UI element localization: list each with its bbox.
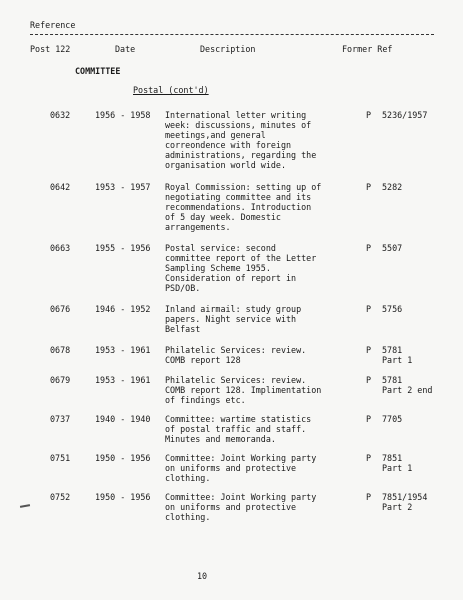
entry-flag: P <box>366 414 372 424</box>
column-description: Description <box>200 44 256 54</box>
entry-description: Committee: Joint Working party on uniforms and protective clothing. <box>165 453 317 483</box>
entry-flag: P <box>366 110 372 120</box>
entry-dates: 1946 - 1952 <box>95 304 151 314</box>
entry-former-ref: 7851 Part 1 <box>382 453 413 473</box>
entry-description: Royal Commission: setting up of negotiating committee and its recommendations. Introduction of 5 day week. Domestic arrangements. <box>165 182 322 232</box>
entry-number: 0676 <box>50 304 71 314</box>
entry-number: 0642 <box>50 182 71 192</box>
entry-number: 0678 <box>50 345 71 355</box>
entry-description: Committee: Joint Working party on uniforms and protective clothing. <box>165 492 317 522</box>
entry-flag: P <box>366 492 372 502</box>
column-date: Date <box>115 44 136 54</box>
entry-number: 0751 <box>50 453 71 463</box>
column-former-ref: Former Ref <box>342 44 393 54</box>
entry-flag: P <box>366 375 372 385</box>
entry-former-ref: 5756 <box>382 304 403 314</box>
entry-description: Committee: wartime statistics of postal traffic and staff. Minutes and memoranda. <box>165 414 312 444</box>
entry-former-ref: 5781 Part 2 end <box>382 375 433 395</box>
page-number: 10 <box>197 571 208 581</box>
pen-mark <box>20 504 30 508</box>
entry-dates: 1950 - 1956 <box>95 492 151 502</box>
entry-former-ref: 5507 <box>382 243 403 253</box>
entry-flag: P <box>366 182 372 192</box>
entry-flag: P <box>366 304 372 314</box>
entry-former-ref: 7705 <box>382 414 403 424</box>
header-divider <box>30 34 434 35</box>
entry-dates: 1955 - 1956 <box>95 243 151 253</box>
column-post: Post 122 <box>30 44 71 54</box>
entry-description: International letter writing week: discussions, minutes of meetings,and general correondence with foreign administrations, regarding the organisation world wide. <box>165 110 317 170</box>
entry-flag: P <box>366 345 372 355</box>
entry-description: Philatelic Services: review. COMB report 128 <box>165 345 307 365</box>
entry-number: 0679 <box>50 375 71 385</box>
entry-former-ref: 5781 Part 1 <box>382 345 413 365</box>
entry-description: Philatelic Services: review. COMB report 128. Implimentation of findings etc. <box>165 375 322 405</box>
reference-label: Reference <box>30 20 76 30</box>
entry-number: 0663 <box>50 243 71 253</box>
entry-dates: 1950 - 1956 <box>95 453 151 463</box>
section-title: COMMITTEE <box>75 66 121 76</box>
entry-dates: 1953 - 1957 <box>95 182 151 192</box>
entry-former-ref: 5282 <box>382 182 403 192</box>
entry-former-ref: 7851/1954 Part 2 <box>382 492 428 512</box>
entry-dates: 1940 - 1940 <box>95 414 151 424</box>
entry-dates: 1953 - 1961 <box>95 345 151 355</box>
entry-description: Inland airmail: study group papers. Night service with Belfast <box>165 304 302 334</box>
subsection-title: Postal (cont'd) <box>133 85 209 95</box>
entry-flag: P <box>366 453 372 463</box>
entry-dates: 1956 - 1958 <box>95 110 151 120</box>
entry-number: 0632 <box>50 110 71 120</box>
entry-dates: 1953 - 1961 <box>95 375 151 385</box>
entry-flag: P <box>366 243 372 253</box>
entry-former-ref: 5236/1957 <box>382 110 428 120</box>
entry-description: Postal service: second committee report of the Letter Sampling Scheme 1955. Consideration of report in PSD/OB. <box>165 243 317 293</box>
entry-number: 0737 <box>50 414 71 424</box>
entry-number: 0752 <box>50 492 71 502</box>
